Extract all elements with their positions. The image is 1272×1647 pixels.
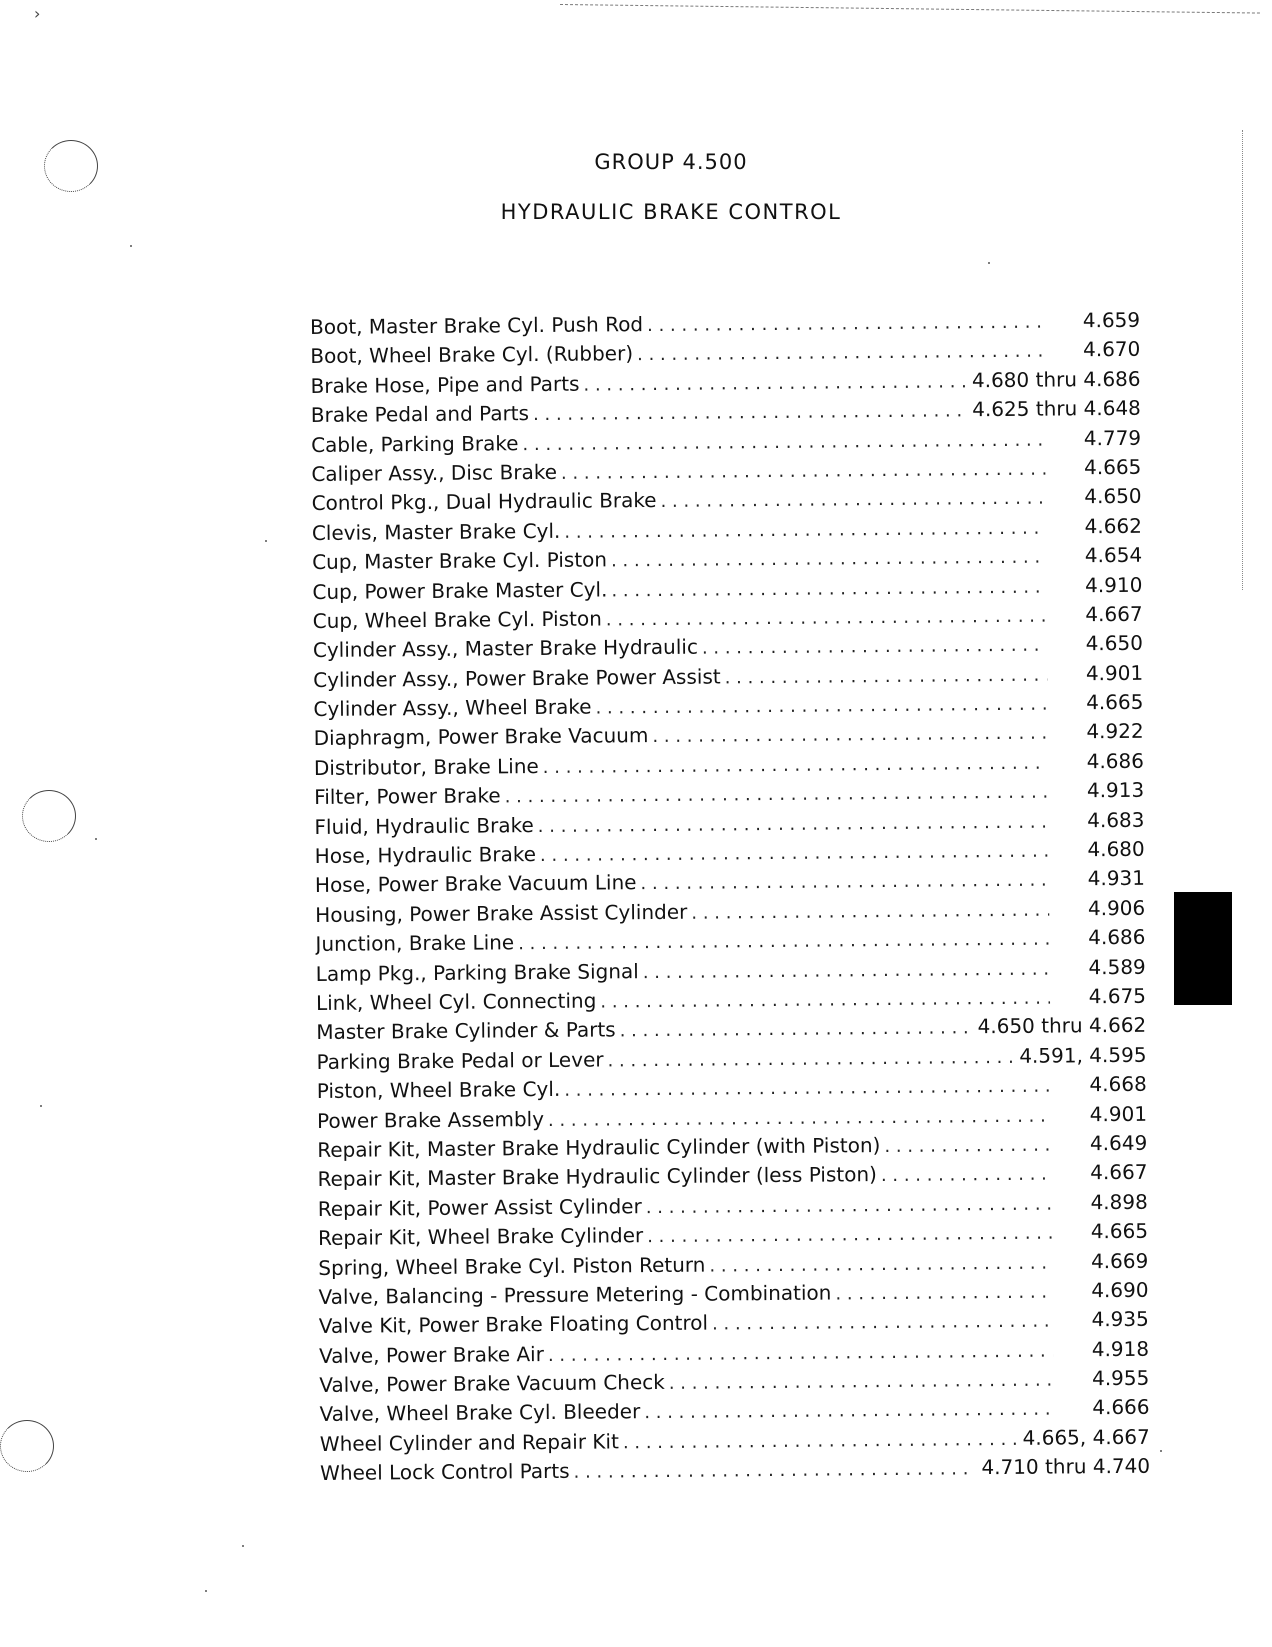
dot-leader [595, 691, 1047, 719]
dot-leader [606, 602, 1047, 630]
entry-name: Cup, Wheel Brake Cyl. Piston [312, 606, 602, 633]
entry-name: Hose, Hydraulic Brake [314, 842, 537, 869]
entry-name: Valve, Power Brake Vacuum Check [319, 1370, 665, 1398]
dot-leader [607, 1044, 1013, 1072]
dot-leader [647, 309, 1044, 336]
entry-reference: 4.935 [1091, 1307, 1149, 1332]
entry-name: Piston, Wheel Brake Cyl. [316, 1077, 561, 1104]
entry-name: Repair Kit, Power Assist Cylinder [317, 1193, 642, 1221]
scan-edge-line [560, 4, 1260, 14]
dot-leader [881, 1161, 1052, 1186]
dot-leader [564, 514, 1046, 542]
entry-reference: 4.910 [1085, 572, 1143, 597]
entry-name: Repair Kit, Master Brake Hydraulic Cylinder (with Piston) [317, 1132, 881, 1162]
dot-leader [533, 397, 966, 425]
parts-index-list [310, 308, 1150, 1491]
entry-reference: 4.686 [1086, 748, 1145, 774]
scan-speck [205, 1590, 207, 1592]
entry-name: Spring, Wheel Brake Cyl. Piston Return [318, 1252, 706, 1280]
entry-name: Filter, Power Brake [314, 783, 501, 810]
entry-reference: 4.686 [1088, 924, 1146, 950]
dot-leader [725, 661, 1048, 688]
dot-leader [600, 985, 1050, 1013]
dot-leader [548, 1337, 1053, 1365]
entry-reference: 4.680 thru 4.686 [971, 366, 1141, 393]
dot-leader [691, 896, 1049, 923]
entry-reference: 4.591, 4.595 [1019, 1042, 1147, 1068]
dot-leader [835, 1278, 1052, 1304]
entry-name: Master Brake Cylinder & Parts [316, 1017, 616, 1045]
entry-name: Fluid, Hydraulic Brake [314, 812, 534, 839]
entry-name: Cable, Parking Brake [311, 430, 519, 457]
entry-reference: 4.625 thru 4.648 [972, 395, 1141, 422]
entry-name: Boot, Master Brake Cyl. Push Rod [310, 312, 644, 339]
dot-leader [564, 1073, 1051, 1101]
entry-name: Wheel Cylinder and Repair Kit [319, 1429, 619, 1456]
entry-name: Cylinder Assy., Power Brake Power Assist [313, 664, 721, 692]
entry-name: Junction, Brake Line [315, 930, 515, 957]
entry-reference: 4.922 [1086, 719, 1144, 744]
entry-reference: 4.670 [1082, 337, 1141, 362]
punch-hole [22, 790, 76, 842]
dot-leader [522, 426, 1045, 455]
entry-reference: 4.680 [1087, 836, 1145, 862]
entry-name: Repair Kit, Wheel Brake Cylinder [317, 1223, 644, 1251]
entry-reference: 4.665 [1083, 454, 1142, 480]
entry-reference: 4.690 [1091, 1277, 1149, 1303]
entry-reference: 4.918 [1091, 1336, 1150, 1361]
dot-leader [505, 779, 1049, 808]
punch-hole [0, 1420, 54, 1472]
index-entry [320, 1454, 1150, 1491]
entry-name: Repair Kit, Master Brake Hydraulic Cylinder (less Piston) [317, 1162, 878, 1192]
entry-name: Valve, Wheel Brake Cyl. Bleeder [319, 1399, 641, 1427]
dot-leader [652, 720, 1047, 747]
entry-name: Power Brake Assembly [316, 1106, 545, 1133]
entry-name: Caliper Assy., Disc Brake [311, 459, 558, 486]
entry-name: Housing, Power Brake Assist Cylinder [315, 899, 688, 927]
scan-speck [265, 540, 267, 542]
dot-leader [518, 926, 1050, 955]
scan-speck [40, 1105, 42, 1107]
entry-reference: 4.683 [1087, 807, 1145, 832]
entry-name: Valve, Power Brake Air [318, 1341, 545, 1368]
dot-leader [643, 955, 1050, 983]
entry-name: Hose, Power Brake Vacuum Line [314, 870, 637, 898]
dot-leader [583, 368, 966, 395]
entry-reference: 4.650 thru 4.662 [977, 1013, 1147, 1039]
entry-reference: 4.654 [1084, 542, 1143, 568]
entry-reference: 4.662 [1084, 513, 1142, 538]
dot-leader [647, 1220, 1052, 1248]
entry-reference: 4.650 [1085, 631, 1143, 656]
scan-speck [1160, 1450, 1162, 1452]
entry-name: Link, Wheel Cyl. Connecting [315, 988, 597, 1015]
dot-leader [548, 1102, 1051, 1130]
dot-leader [660, 485, 1045, 512]
entry-reference: 4.901 [1089, 1101, 1148, 1126]
entry-name: Brake Hose, Pipe and Parts [310, 371, 580, 398]
entry-reference: 4.665, 4.667 [1022, 1424, 1150, 1450]
entry-reference: 4.667 [1090, 1160, 1148, 1185]
entry-name: Valve Kit, Power Brake Floating Control [318, 1310, 709, 1339]
scan-speck [988, 262, 990, 264]
entry-reference: 4.589 [1088, 954, 1146, 979]
entry-reference: 4.931 [1087, 866, 1146, 891]
dot-leader [646, 1190, 1052, 1218]
index-edge-tab [1174, 892, 1232, 1005]
dot-leader [561, 456, 1046, 484]
entry-reference: 4.668 [1089, 1071, 1147, 1097]
dot-leader [540, 838, 1049, 866]
entry-reference: 4.675 [1088, 983, 1147, 1009]
dot-leader [712, 1308, 1053, 1335]
dot-leader [620, 1015, 972, 1042]
chevron-right-icon: › [34, 4, 41, 23]
entry-reference: 4.955 [1091, 1365, 1150, 1391]
entry-reference: 4.667 [1085, 601, 1143, 627]
entry-name: Cup, Master Brake Cyl. Piston [312, 547, 608, 575]
entry-reference: 4.906 [1087, 895, 1146, 921]
entry-name: Control Pkg., Dual Hydraulic Brake [311, 488, 657, 516]
entry-reference: 4.710 thru 4.740 [981, 1453, 1151, 1480]
entry-reference: 4.669 [1090, 1248, 1149, 1273]
dot-leader [640, 867, 1049, 895]
entry-name: Boot, Wheel Brake Cyl. (Rubber) [310, 341, 634, 369]
entry-reference: 4.659 [1082, 307, 1141, 333]
entry-reference: 4.650 [1084, 484, 1142, 509]
entry-reference: 4.666 [1092, 1395, 1150, 1420]
scan-speck [130, 245, 132, 247]
entry-reference: 4.901 [1085, 660, 1144, 685]
dot-leader [669, 1367, 1054, 1394]
entry-name: Diaphragm, Power Brake Vacuum [313, 723, 649, 751]
entry-name: Lamp Pkg., Parking Brake Signal [315, 958, 639, 986]
group-number: GROUP 4.500 [594, 150, 748, 174]
entry-name: Cup, Power Brake Master Cyl. [312, 576, 608, 604]
dot-leader [611, 573, 1046, 601]
entry-name: Distributor, Brake Line [313, 753, 539, 780]
entry-name: Cylinder Assy., Wheel Brake [313, 694, 592, 722]
entry-name: Wheel Lock Control Parts [320, 1459, 570, 1486]
entry-name: Clevis, Master Brake Cyl. [311, 518, 561, 545]
dot-leader [573, 1455, 975, 1483]
page-title: HYDRAULIC BRAKE CONTROL [500, 200, 842, 224]
entry-reference: 4.665 [1086, 689, 1144, 715]
edge-scan-marks [1242, 130, 1251, 590]
entry-reference: 4.913 [1086, 777, 1145, 803]
scan-speck [242, 1545, 244, 1547]
dot-leader [709, 1249, 1052, 1276]
dot-leader [538, 808, 1049, 836]
dot-leader [623, 1426, 1017, 1453]
dot-leader [543, 749, 1048, 777]
dot-leader [884, 1132, 1051, 1157]
entry-reference: 4.779 [1083, 425, 1142, 450]
entry-name: Cylinder Assy., Master Brake Hydraulic [312, 634, 699, 663]
entry-name: Brake Pedal and Parts [310, 401, 530, 428]
entry-reference: 4.649 [1089, 1130, 1148, 1156]
entry-name: Parking Brake Pedal or Lever [316, 1047, 604, 1074]
entry-reference: 4.898 [1090, 1189, 1148, 1214]
dot-leader [644, 1396, 1054, 1424]
dot-leader [702, 632, 1047, 659]
entry-name: Valve, Balancing - Pressure Metering - Combination [318, 1280, 832, 1309]
entry-reference: 4.665 [1090, 1218, 1149, 1244]
dot-leader [637, 338, 1044, 366]
dot-leader [611, 544, 1046, 572]
scan-speck [95, 838, 97, 840]
